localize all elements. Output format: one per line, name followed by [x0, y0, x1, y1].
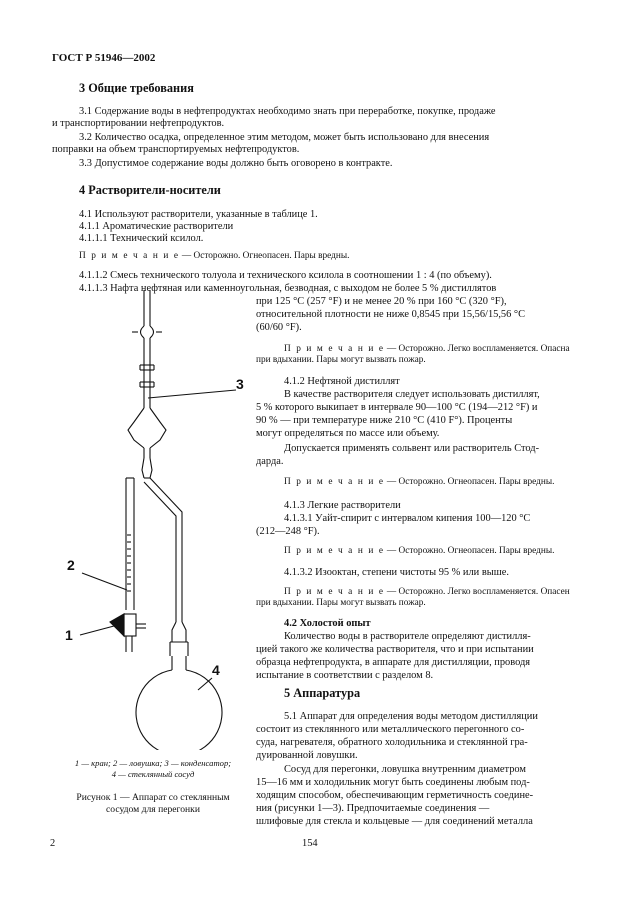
side-arm: [170, 520, 188, 670]
para-5-1-line1: 5.1 Аппарат для определения воды методом дистилляции: [284, 711, 538, 722]
note-4: [284, 546, 554, 558]
stopcock: [110, 614, 146, 652]
note-label: П р и м е ч а н и е: [79, 251, 180, 261]
note-text: — Осторожно. Огнеопасен. Пары вредны.: [384, 477, 555, 487]
label-3-leader: [148, 390, 236, 398]
section-4-2-title: 4.2 Холостой опыт: [284, 618, 371, 629]
para-4-1-1: 4.1.1 Ароматические растворители: [79, 221, 234, 232]
para-4-1-3-1-line2: (212—248 °F).: [256, 526, 320, 537]
para-4-1-3-1-line1: 4.1.3.1 Уайт-спирит с интервалом кипения 100—120 °С: [284, 513, 531, 524]
para-4-1-2: 4.1.2 Нефтяной дистиллят: [284, 376, 400, 387]
figure-legend-line1: 1 — кран; 2 — ловушка; 3 — конденсатор;: [74, 758, 232, 768]
para-4-1-1-3-line4: (60/60 °F).: [256, 322, 302, 333]
para-5-1-line3: суда, нагревателя, обратного холодильника и стеклянной гра-: [256, 737, 528, 748]
figure-legend-line2: 4 — стеклянный сосуд: [111, 769, 195, 779]
para-4-1-1-3-line3: относительной плотности не ниже 0,8545 при 15,56/15,56 °С: [256, 309, 526, 320]
note-2-line2: при вдыхании. Пары могут вызвать пожар.: [256, 355, 426, 365]
para-5-2-line4: ния (рисунки 1—3). Предпочитаемые соединения —: [256, 803, 490, 814]
section-3-title: 3 Общие требования: [79, 81, 194, 95]
note-label: П р и м е ч а н и е: [284, 587, 385, 597]
para-4-1-1-1: 4.1.1.1 Технический ксилол.: [79, 233, 204, 244]
figure-caption-line2: сосудом для перегонки: [106, 804, 200, 815]
para-4-2-line2: цией такого же количества растворителя, что и при испытании: [256, 644, 534, 655]
para-5-2-line2: 15—16 мм и холодильник могут быть соединены любым под-: [256, 777, 530, 788]
note-text: — Осторожно. Легко воспламеняется. Опасен: [384, 587, 570, 597]
glass-flask: [136, 670, 222, 750]
para-3-1-line2: и транспортировании нефтепродуктов.: [52, 118, 225, 129]
figure-caption-line1: Рисунок 1 — Аппарат со стеклянным: [76, 792, 230, 803]
para-4-2-line1: Количество воды в растворителе определяют дистилля-: [284, 631, 531, 642]
para-5-1-line4: дуированной ловушки.: [256, 750, 358, 761]
para-4-1-1-2: 4.1.1.2 Смесь технического толуола и технического ксилола в соотношении 1 : 4 (по объему).: [79, 270, 492, 281]
para-4-1-2-p2-line2: дарда.: [256, 456, 284, 467]
note-text: — Осторожно. Огнеопасен. Пары вредны.: [179, 251, 350, 261]
para-4-1-2-p1-line4: могут определяться по массе или объему.: [256, 428, 440, 439]
note-label: П р и м е ч а н и е: [284, 477, 385, 487]
para-4-1-2-p2-line1: Допускается применять сольвент или растворитель Стод-: [284, 443, 540, 454]
para-4-1-1-3-line2: при 125 °С (257 °F) и не менее 20 % при 160 °С (320 °F),: [256, 296, 507, 307]
para-4-1-2-p1-line1: В качестве растворителя следует использовать дистиллят,: [284, 389, 540, 400]
para-3-2-line1: 3.2 Количество осадка, определенное этим методом, может быть использовано для внесения: [79, 132, 490, 143]
note-text: — Осторожно. Легко воспламеняется. Опасна: [384, 344, 570, 354]
note-5-line2: при вдыхании. Пары могут вызвать пожар.: [256, 598, 426, 608]
note-label: П р и м е ч а н и е: [284, 546, 385, 556]
section-5-title: 5 Аппаратура: [284, 686, 361, 700]
para-5-2-line1: Сосуд для перегонки, ловушка внутренним диаметром: [284, 764, 526, 775]
label-1-leader: [80, 626, 114, 635]
para-4-1-2-p1-line2: 5 % которого выкипает в интервале 90—100 °С (194—212 °F) и: [256, 402, 538, 413]
note-3: [284, 477, 554, 489]
note-1: [79, 251, 349, 263]
para-5-2-line5: шлифовые для стекла и кольцевые — для соединений металла: [256, 816, 533, 827]
para-4-1-3-2: 4.1.3.2 Изооктан, степени чистоты 95 % или выше.: [284, 567, 509, 578]
para-4-1-2-p1-line3: 90 % — при температуре ниже 210 °С (410 F°). Проценты: [256, 415, 513, 426]
trap-tube: [126, 478, 182, 610]
para-3-1-line1: 3.1 Содержание воды в нефтепродуктах необходимо знать при переработке, покупке, продаже: [79, 106, 496, 117]
page-header: ГОСТ Р 51946—2002: [52, 52, 156, 64]
para-3-3: 3.3 Допустимое содержание воды должно быть оговорено в контракте.: [79, 158, 393, 169]
condenser-top: [132, 290, 162, 350]
para-4-2-line4: испытание в соответствии с разделом 8.: [256, 670, 434, 681]
para-3-2-line2: поправки на объем транспортируемых нефтепродуктов.: [52, 144, 300, 155]
label-2-leader: [82, 573, 127, 590]
figure-label-3: 3: [236, 376, 244, 392]
label-4-leader: [198, 678, 212, 690]
figure-label-1: 1: [65, 627, 73, 643]
para-4-1-1-3-line1: 4.1.1.3 Нафта нефтяная или каменноугольная, безводная, с выходом не более 5 % дистиллятов: [79, 283, 497, 294]
page-number-left: 2: [50, 838, 56, 849]
page-number-center: 154: [302, 838, 318, 849]
para-5-2-line3: ходящим способом, обеспечивающим герметичность соедине-: [256, 790, 534, 801]
para-4-1-3: 4.1.3 Легкие растворители: [284, 500, 401, 511]
figure-label-4: 4: [212, 662, 220, 678]
section-4-title: 4 Растворители-носители: [79, 183, 221, 197]
note-5-line1: [284, 587, 570, 599]
para-4-2-line3: образца нефтепродукта, в аппарате для дистилляции, проводя: [256, 657, 531, 668]
apparatus-figure: [52, 290, 252, 750]
para-4-1: 4.1 Используют растворители, указанные в таблице 1.: [79, 209, 318, 220]
note-label: П р и м е ч а н и е: [284, 344, 385, 354]
note-2-line1: [284, 344, 570, 356]
note-text: — Осторожно. Огнеопасен. Пары вредны.: [384, 546, 555, 556]
condenser: [128, 350, 166, 478]
figure-label-2: 2: [67, 557, 75, 573]
para-5-1-line2: состоит из стеклянного или металлического перегонного со-: [256, 724, 525, 735]
